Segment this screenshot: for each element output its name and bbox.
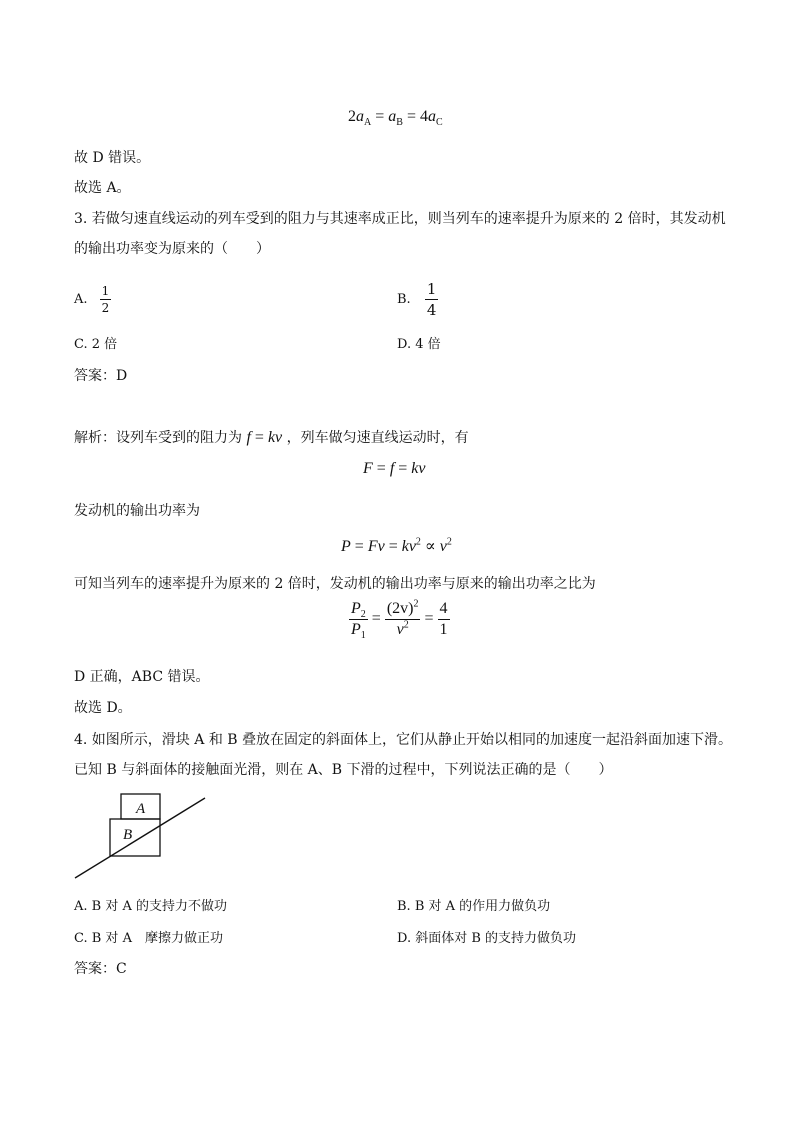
frac-bar xyxy=(100,299,112,300)
frac-num: 4 xyxy=(439,600,448,617)
equation-force xyxy=(363,460,426,478)
option-label: B. xyxy=(397,292,411,307)
q3-analysis xyxy=(74,427,469,447)
prev-d-wrong: 故 D 错误。 xyxy=(74,150,151,166)
frac-num: 1 xyxy=(426,280,437,298)
q4-option-d: D. 斜面体对 B 的支持力做负功 xyxy=(397,931,577,946)
incline-diagram xyxy=(70,788,220,884)
q4-stem-line2: 已知 B 与斜面体的接触面光滑，则在 A、B 下滑的过程中，下列说法正确的是（ ） xyxy=(74,762,613,778)
exponent: 2 xyxy=(413,598,419,610)
eq-coef: 2 xyxy=(348,108,356,125)
q4-option-a: A. B 对 A 的支持力不做功 xyxy=(74,899,227,914)
analysis-text: ，列车做匀速直线运动时，有 xyxy=(286,430,469,446)
frac-den: 2 xyxy=(101,301,110,315)
eq-coef: 4 xyxy=(419,108,428,125)
exponent: 2 xyxy=(403,619,409,631)
var-Fv: Fv xyxy=(367,538,385,555)
frac-bar xyxy=(425,299,439,300)
fraction-half xyxy=(100,284,112,315)
label-b: B xyxy=(123,827,133,843)
var-P: P xyxy=(351,600,361,617)
top-equation xyxy=(348,108,443,129)
frac-2v-v xyxy=(385,600,421,639)
frac-den: 4 xyxy=(426,301,437,319)
var-P: P xyxy=(351,621,361,638)
frac-num xyxy=(349,600,368,621)
eq-sign: = xyxy=(376,460,386,477)
eq-sub: C xyxy=(435,117,443,129)
subscript: 1 xyxy=(360,630,366,642)
frac-den xyxy=(349,621,368,642)
q4-option-b: B. B 对 A 的作用力做负功 xyxy=(397,899,551,914)
eq-sign: = xyxy=(424,610,434,628)
frac-den: 1 xyxy=(439,621,448,638)
option-label: A. xyxy=(74,292,88,307)
subscript: 2 xyxy=(360,609,366,621)
fraction-quarter xyxy=(425,280,439,319)
q3-option-b xyxy=(397,280,438,319)
exponent: 2 xyxy=(446,536,452,548)
q3-stem-line1: 3. 若做匀速直线运动的列车受到的阻力与其速率成正比，则当列车的速率提升为原来的 2 倍时，其发动机 xyxy=(74,211,726,227)
ratio-text: 可知当列车的速率提升为原来的 2 倍时，发动机的输出功率与原来的输出功率之比为 xyxy=(74,576,596,592)
var-kv: kv xyxy=(411,460,426,477)
q3-option-d: D. 4 倍 xyxy=(397,337,441,352)
eq-sign: = xyxy=(406,108,416,125)
q3-choose: 故选 D。 xyxy=(74,700,132,716)
eq-sub: A xyxy=(364,117,372,129)
frac-num xyxy=(385,600,421,618)
analysis-text: 解析：设列车受到的阻力为 xyxy=(74,430,242,446)
eq-var: a xyxy=(388,108,397,125)
eq-var: a xyxy=(356,108,364,125)
q4-option-c: C. B 对 A 摩擦力做正功 xyxy=(74,931,223,946)
eq-sign: = xyxy=(375,108,385,125)
eq-sign: = xyxy=(398,460,408,477)
var-F: F xyxy=(363,460,373,477)
q4-answer: 答案：C xyxy=(74,961,127,977)
frac-bar xyxy=(438,619,450,620)
var-v: v xyxy=(396,621,404,638)
var-kv: kv xyxy=(401,538,416,555)
eq-sign: = xyxy=(388,538,398,555)
equation-power xyxy=(341,536,452,556)
frac-p2-p1 xyxy=(349,600,368,642)
q3-stem-line2: 的输出功率变为原来的（ ） xyxy=(74,241,270,257)
q3-d-right: D 正确，ABC 错误。 xyxy=(74,669,210,685)
var-v: v xyxy=(439,538,447,555)
var-P: P xyxy=(341,538,351,555)
frac-num: 1 xyxy=(101,284,110,298)
eq-sub: B xyxy=(396,117,403,129)
eq-sign: = xyxy=(371,610,381,628)
proportional-sign: ∝ xyxy=(424,538,436,555)
numerator-text: (2v) xyxy=(386,600,414,617)
frac-den xyxy=(385,621,421,639)
inline-math xyxy=(246,429,282,446)
var-kv: kv xyxy=(267,429,283,446)
q3-answer: 答案：D xyxy=(74,368,128,384)
frac-4-1 xyxy=(438,600,450,639)
q3-option-c: C. 2 倍 xyxy=(74,337,118,352)
label-a: A xyxy=(136,801,146,817)
power-text: 发动机的输出功率为 xyxy=(74,503,200,519)
eq-var: a xyxy=(427,108,436,125)
frac-bar xyxy=(385,619,421,620)
eq-sign: = xyxy=(254,429,264,446)
eq-sign: = xyxy=(354,538,364,555)
block-b xyxy=(110,819,160,856)
var-f: f xyxy=(246,429,251,446)
q4-stem-line1: 4. 如图所示，滑块 A 和 B 叠放在固定的斜面体上，它们从静止开始以相同的加速度一起沿斜面加速下滑。 xyxy=(74,732,733,748)
q3-option-a xyxy=(74,284,111,315)
equation-ratio xyxy=(349,598,450,642)
prev-choose: 故选 A。 xyxy=(74,180,131,196)
exponent: 2 xyxy=(415,536,421,548)
var-f: f xyxy=(389,460,395,477)
